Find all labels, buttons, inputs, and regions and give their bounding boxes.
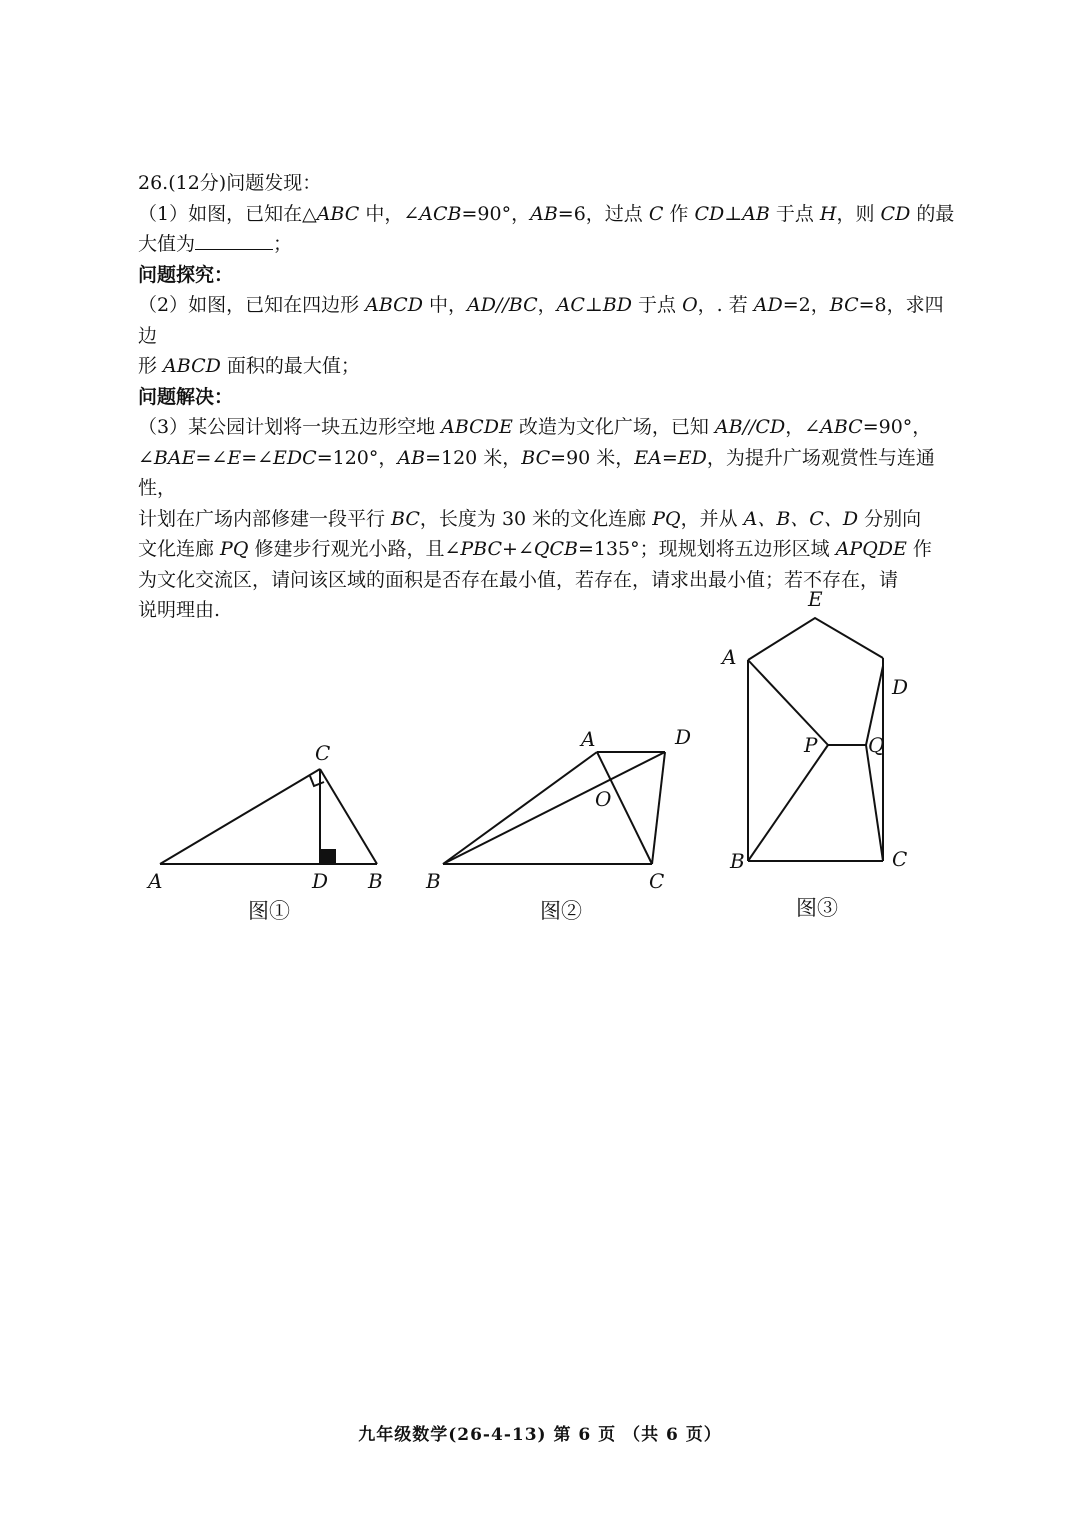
problem-26 — [138, 168, 958, 626]
fig2-caption: 图② — [540, 899, 582, 923]
fig1-angle-c-mark — [310, 776, 324, 786]
fig1-label-b: B — [368, 869, 383, 893]
fig3-label-p: P — [804, 733, 818, 757]
figure-1 — [160, 769, 377, 864]
question-3-line4: 文化连廊 PQ 修建步行观光小路，且∠PBC+∠QCB=135°；现规划将五边形区域 APQDE 作 — [138, 538, 932, 560]
fig2-label-a: A — [581, 727, 596, 751]
fig3-caption: 图③ — [796, 896, 838, 920]
question-3-line2: ∠BAE=∠E=∠EDC=120°，AB=120 米，BC=90 米，EA=ED，为提升广场观赏性与连通性， — [138, 446, 935, 499]
figure-2 — [443, 752, 665, 864]
figures — [0, 580, 1080, 940]
fig2-label-b: B — [426, 869, 441, 893]
fig3-label-b: B — [730, 849, 745, 873]
question-3-line6: 说明理由. — [138, 599, 221, 621]
fig2-side-dc — [652, 752, 665, 864]
problem-header: 26.(12分)问题发现： — [138, 172, 322, 194]
fig3-label-q: Q — [868, 733, 885, 757]
question-2-line2: 形 ABCD 面积的最大值； — [138, 355, 360, 377]
question-3-line1: （3）某公园计划将一块五边形空地 ABCDE 改造为文化广场，已知 AB//CD，∠ABC=90°， — [138, 416, 932, 438]
fig1-caption: 图① — [248, 899, 290, 923]
fig1-side-ac — [160, 769, 320, 864]
fig1-label-c: C — [315, 741, 331, 765]
fig3-sides-ae-ed — [748, 618, 883, 660]
fig2-side-ab — [443, 752, 597, 864]
fig3-label-c: C — [892, 847, 908, 871]
section-explore-heading: 问题探究： — [138, 263, 234, 286]
fig3-label-d: D — [892, 675, 909, 699]
question-3-line5: 为文化交流区，请问该区域的面积是否存在最小值，若存在，请求出最小值；若不存在，请 — [138, 568, 899, 591]
fig1-right-angle-mark — [322, 850, 335, 863]
question-3-line3: 计划在广场内部修建一段平行 BC，长度为 30 米的文化连廊 PQ，并从 A、B、C、D 分别向 — [138, 507, 922, 530]
fig3-label-a: A — [722, 645, 737, 669]
fig2-diagonal-bd — [443, 752, 665, 864]
question-1: （1）如图，已知在△ABC 中，∠ACB=90°，AB=6，过点 C 作 CD⊥AB 于点 H，则 CD 的最 — [138, 202, 955, 225]
question-1-line2: 大值为 ； — [138, 229, 958, 260]
fig2-label-o: O — [595, 787, 612, 811]
fig3-path-cq — [866, 745, 883, 861]
fig3-path-bp — [748, 745, 828, 861]
answer-blank[interactable] — [195, 229, 273, 250]
question-2: （2）如图，已知在四边形 ABCD 中，AD//BC，AC⊥BD 于点 O，. 若 AD=2，BC=8，求四边 — [138, 294, 944, 347]
section-solve-heading: 问题解决： — [138, 385, 234, 408]
fig2-label-c: C — [649, 869, 665, 893]
fig1-label-a: A — [148, 869, 163, 893]
fig2-label-d: D — [675, 725, 692, 749]
fig1-label-d: D — [312, 869, 329, 893]
fig3-label-e: E — [808, 587, 823, 611]
page-footer: 九年级数学(26-4-13) 第 6 页 （共 6 页） — [358, 1425, 722, 1445]
